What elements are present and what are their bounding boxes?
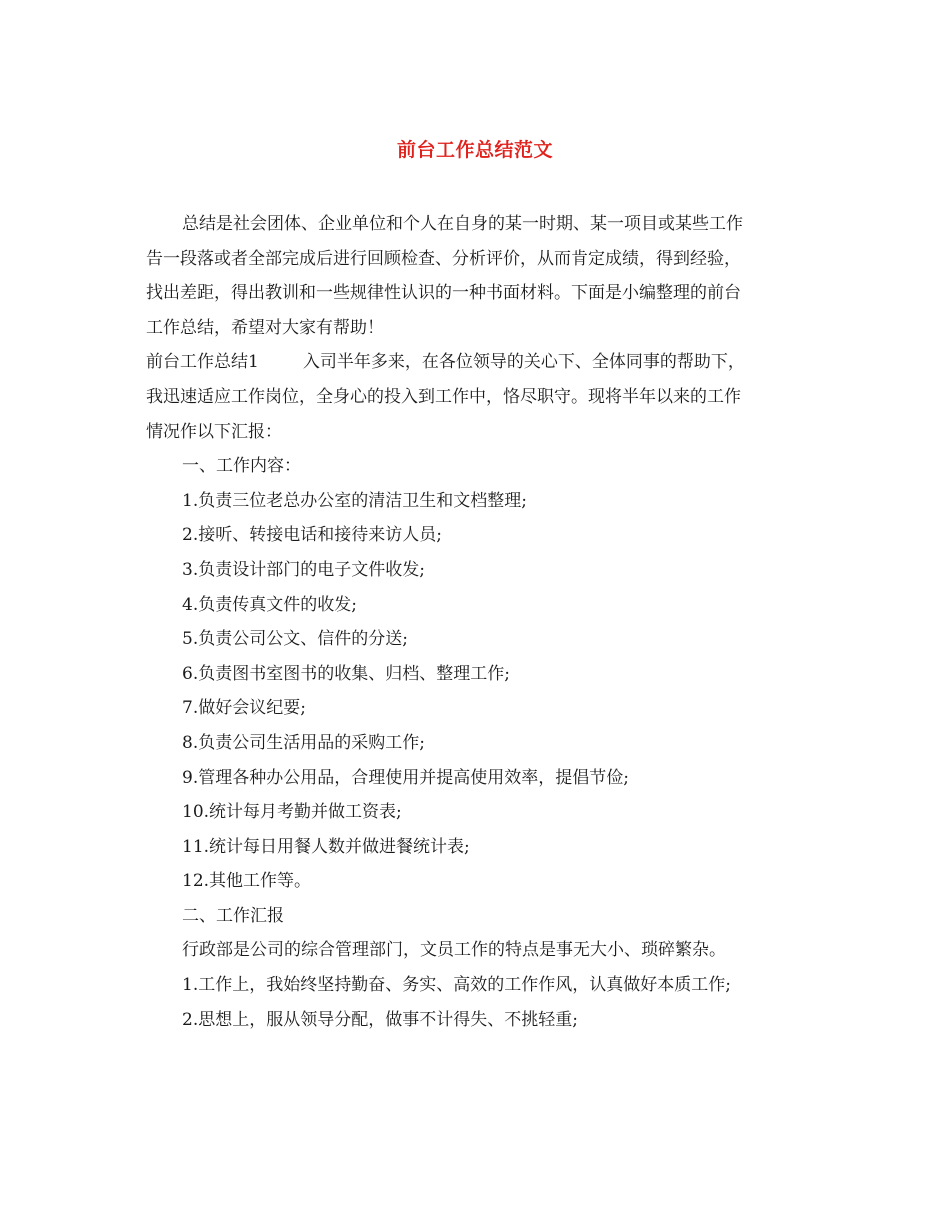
part-2-line: 2.思想上，服从领导分配，做事不计得失、不挑轻重;	[182, 1009, 578, 1030]
part-2-line: 1.工作上，我始终坚持勤奋、务实、高效的工作作风，认真做好本质工作;	[182, 975, 731, 996]
intro-line: 工作总结，希望对大家有帮助！	[146, 317, 384, 338]
list-item: 2.接听、转接电话和接待来访人员;	[182, 525, 442, 546]
list-item: 1.负责三位老总办公室的清洁卫生和文档整理;	[182, 490, 527, 511]
section-1-first-line	[146, 345, 806, 380]
section-1-line: 情况作以下汇报：	[146, 421, 282, 442]
part-2-line: 行政部是公司的综合管理部门，文员工作的特点是事无大小、琐碎繁杂。	[182, 940, 726, 961]
section-1-line: 我迅速适应工作岗位，全身心的投入到工作中，恪尽职守。现将半年以来的工作	[146, 386, 741, 407]
intro-line: 告一段落或者全部完成后进行回顾检查、分析评价，从而肯定成绩，得到经验，	[146, 248, 741, 269]
list-item: 6.负责图书室图书的收集、归档、整理工作;	[182, 663, 510, 684]
document-title: 前台工作总结范文	[396, 139, 553, 161]
list-item: 7.做好会议纪要;	[182, 698, 306, 719]
document-body	[146, 207, 806, 1037]
list-item: 9.管理各种办公用品，合理使用并提高使用效率，提倡节俭;	[182, 767, 629, 788]
part-1-heading: 一、工作内容：	[182, 456, 301, 477]
section-1-heading: 前台工作总结1	[146, 352, 259, 373]
list-item: 5.负责公司公文、信件的分送;	[182, 629, 408, 650]
intro-line: 总结是社会团体、企业单位和个人在自身的某一时期、某一项目或某些工作	[182, 214, 743, 234]
list-item: 8.负责公司生活用品的采购工作;	[182, 732, 425, 753]
section-1-line: 入司半年多来，在各位领导的关心下、全体同事的帮助下，	[302, 352, 745, 373]
list-item: 3.负责设计部门的电子文件收发;	[182, 559, 425, 580]
list-item: 4.负责传真文件的收发;	[182, 594, 357, 615]
part-2-heading: 二、工作汇报	[182, 905, 284, 926]
list-item: 11.统计每日用餐人数并做进餐统计表;	[182, 836, 470, 857]
list-item: 10.统计每月考勤并做工资表;	[182, 802, 402, 823]
list-item: 12.其他工作等。	[182, 871, 312, 892]
intro-line: 找出差距，得出教训和一些规律性认识的一种书面材料。下面是小编整理的前台	[146, 283, 741, 304]
